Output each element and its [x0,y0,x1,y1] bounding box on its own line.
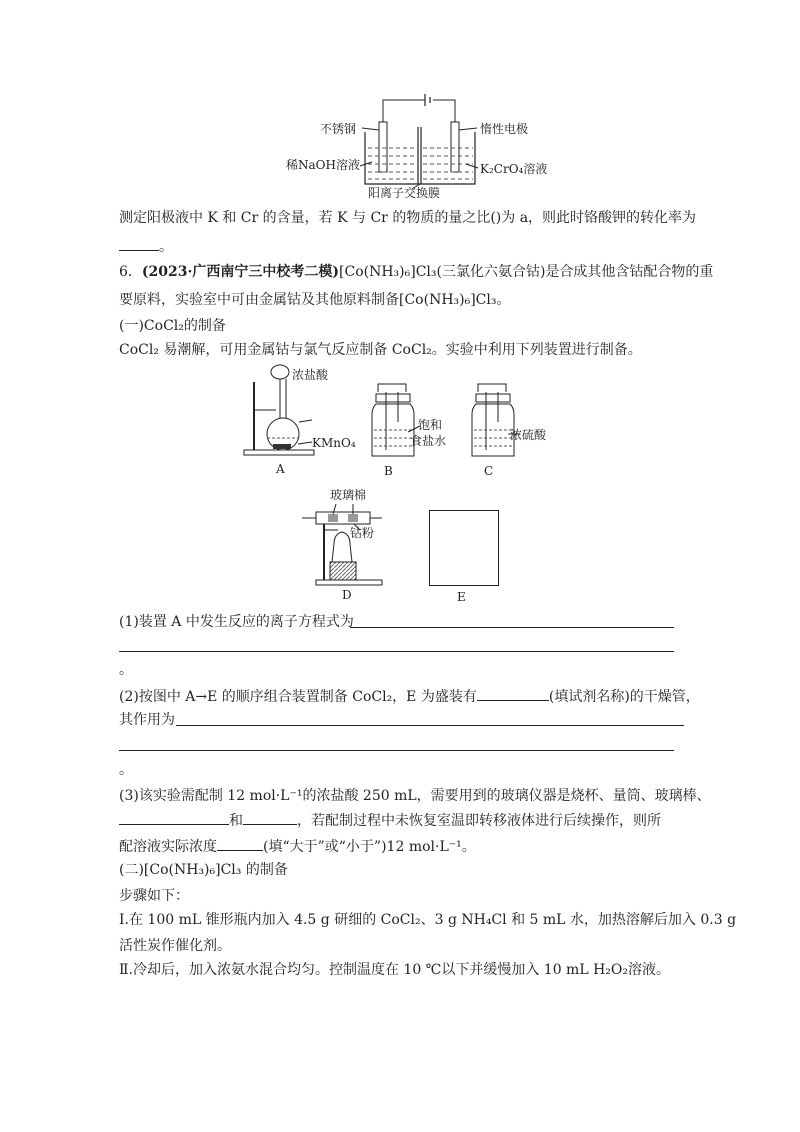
caption-d: D [342,588,352,602]
part2-steps-intro: 步骤如下： [119,888,189,904]
q3-instrument-blank-1[interactable] [119,810,229,825]
apparatus-d-drawing [298,488,388,588]
caption-e: E [457,590,466,604]
part1-title: (一)CoCl₂的制备 [119,318,226,334]
q2-reagent-blank[interactable] [477,686,549,701]
electrolysis-figure [286,92,548,202]
q5-answer-line [119,236,173,257]
caption-b: B [384,464,393,478]
q6-intro-line2: 要原料，实验室中可由金属钴及其他原料制备[Co(NH₃)₆]Cl₃。 [119,292,511,308]
apparatus-d [298,488,388,606]
q2-answer-line-1[interactable] [176,725,684,726]
caption-c: C [484,464,494,478]
q2-text-a: (2)按图中 A→E 的顺序组合装置制备 CoCl₂，E 为盛装有 [119,689,477,705]
label-membrane: 阳离子交换膜 [368,186,441,200]
part2-title: (二)[Co(NH₃)₆]Cl₃ 的制备 [119,862,288,878]
apparatus-b [368,382,458,482]
label-stainless-steel: 不锈钢 [320,122,357,136]
q3-line1: (3)该实验需配制 12 mol·L⁻¹的浓盐酸 250 mL，需要用到的玻璃仪器是烧杯、量筒、玻璃棒、 [119,788,711,804]
apparatus-a [240,362,356,480]
q3-text-c: 配溶液实际浓度 [119,839,217,855]
q2-line1 [119,686,700,707]
part2-step1-line1: Ⅰ.在 100 mL 锥形瓶内加入 4.5 g 研细的 CoCl₂、3 g NH₄Cl 和 5 mL 水，加热溶解后加入 0.3 g [119,912,737,928]
q3-and: 和 [229,813,243,829]
apparatus-c-drawing [468,382,568,462]
part2-step1-line2: 活性炭作催化剂。 [119,938,231,954]
q5-conversion-text: 测定阳极液中 K 和 Cr 的含量，若 K 与 Cr 的物质的量之比()为 a，则此时铬酸钾的转化率为 [119,210,697,226]
q3-line2 [119,810,661,831]
q3-text-d: (填“大于”或“小于”)12 mol·L⁻¹。 [263,839,476,855]
q6-intro-text: [Co(NH₃)₆]Cl₃(三氯化六氨合钴)是合成其他含钴配合物的重 [339,264,714,280]
apparatus-e-box [429,510,499,586]
q1-answer-line-1[interactable] [350,627,674,628]
q3-instrument-blank-2[interactable] [243,810,297,825]
q3-text-b: ，若配制过程中未恢复室温即转移液体进行后续操作，则所 [297,813,661,829]
q6-number: 6． [119,264,142,280]
q2-answer-line-2[interactable] [119,750,674,751]
label-kmno4: KMnO₄ [312,436,356,450]
label-k2cro4: K₂CrO₄溶液 [480,162,548,176]
q1-answer-line-2[interactable] [119,651,674,652]
label-cobalt-powder: 钴粉 [350,526,375,540]
label-inert-electrode: 惰性电极 [480,122,529,136]
label-saturated: 饱和 [418,418,443,432]
part2-step2: Ⅱ.冷却后，加入浓氨水混合均匀。控制温度在 10 ℃以下并缓慢加入 10 mL H₂O₂溶液。 [119,962,670,978]
label-brine: 食盐水 [410,434,447,448]
q3-line3 [119,836,476,857]
label-conc-hcl: 浓盐酸 [292,368,329,382]
q6-intro-line1 [119,262,713,282]
q1-text: (1)装置 A 中发生反应的离子方程式为 [119,614,354,630]
caption-a: A [276,462,285,476]
apparatus-b-drawing [368,382,458,462]
label-conc-h2so4: 浓硫酸 [510,428,547,442]
part1-text: CoCl₂ 易潮解，可用金属钴与氯气反应制备 CoCl₂。实验中利用下列装置进行制备。 [119,342,642,358]
label-dilute-naoh: 稀NaOH溶液 [286,158,360,172]
q2-text-b: (填试剂名称)的干燥管， [548,689,700,705]
q2-line2: 其作用为 [119,712,175,728]
q1-period: 。 [119,662,133,678]
q5-answer-blank[interactable] [119,236,159,251]
q3-concentration-blank[interactable] [217,836,263,851]
q2-period: 。 [119,762,133,778]
q5-period: 。 [159,239,173,255]
label-glass-wool: 玻璃棉 [330,488,367,502]
q6-source: (2023·广西南宁三中校考二模) [141,264,340,280]
apparatus-c [468,382,568,482]
